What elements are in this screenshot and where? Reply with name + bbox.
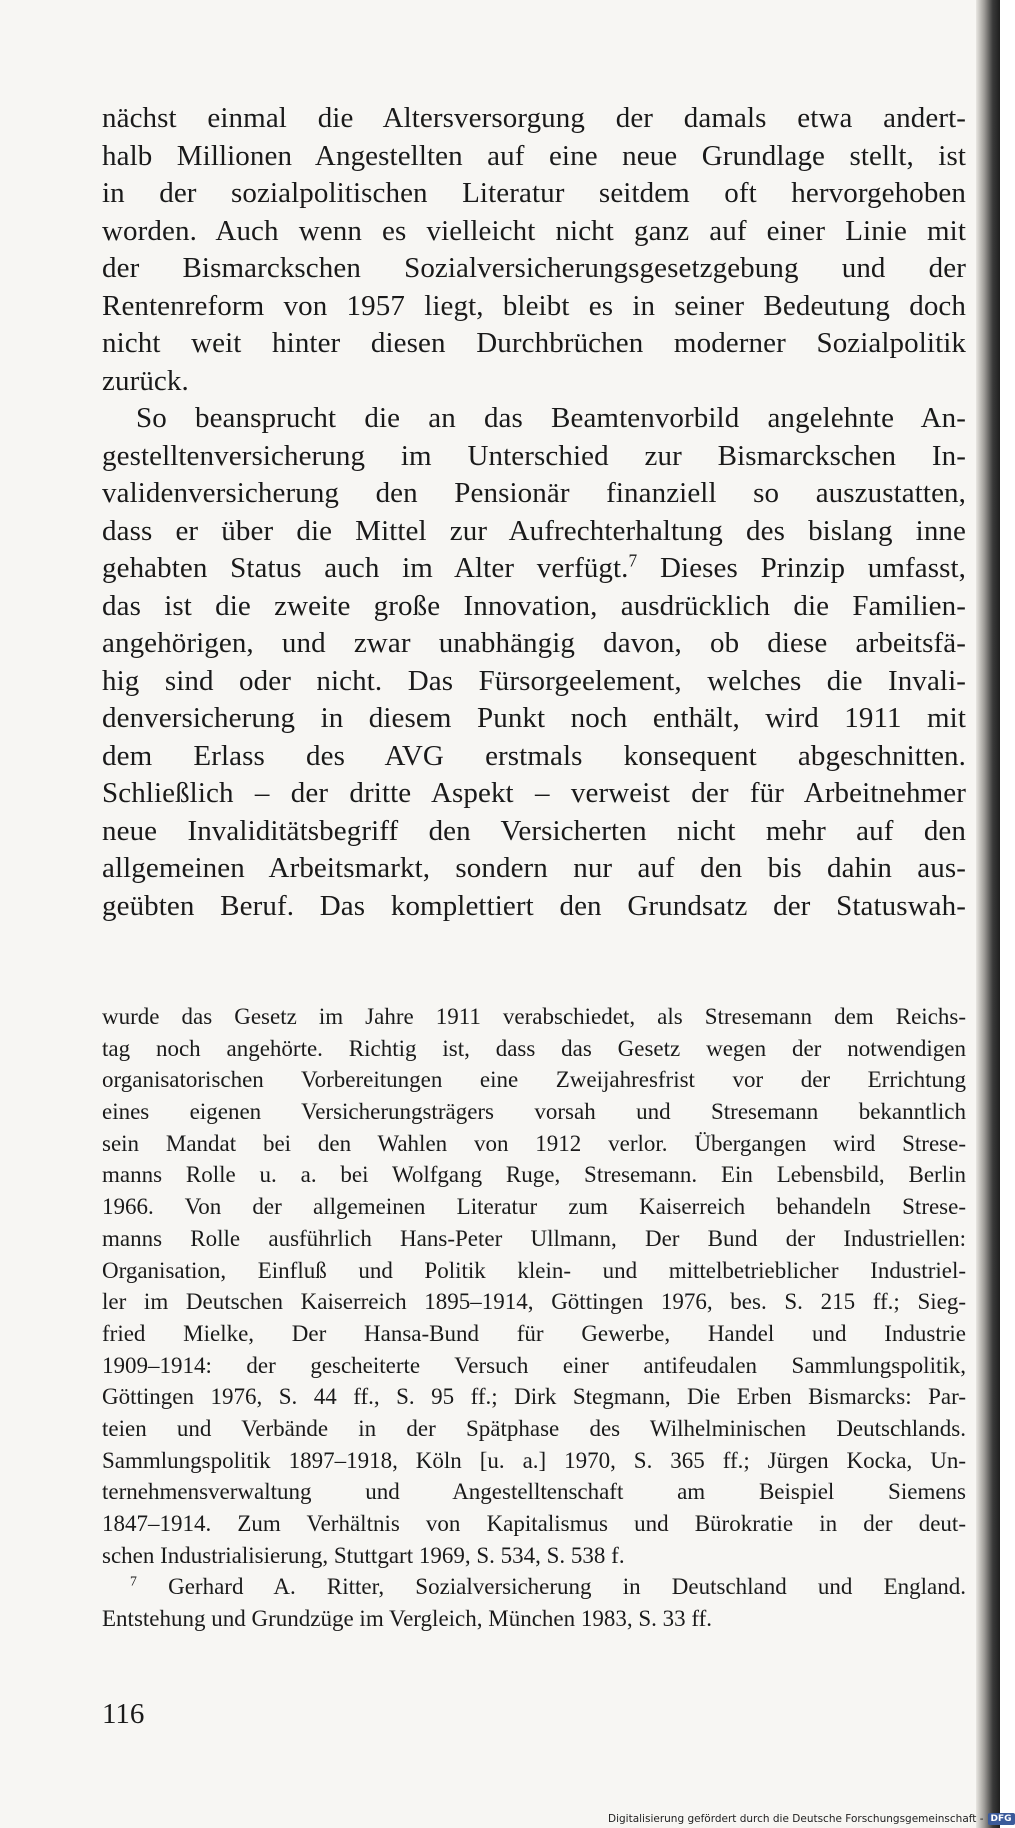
footnote-line: Sammlungspolitik 1897–1918, Köln [u. a.] 1970, S. 365 ff.; Jürgen Kocka, Un- bbox=[102, 1447, 966, 1473]
footnote-line: fried Mielke, Der Hansa-Bund für Gewerbe, Handel und Industrie bbox=[102, 1320, 966, 1346]
book-edge-shadow bbox=[976, 0, 1000, 1828]
text-line: hig sind oder nicht. Das Fürsorgeelement, welches die Invali- bbox=[102, 664, 966, 697]
text-line: geübten Beruf. Das komplettiert den Grundsatz der Statuswah- bbox=[102, 889, 966, 922]
text-line: So beansprucht die an das Beamtenvorbild angelehnte An- bbox=[136, 402, 966, 434]
footnote-ref: 7 bbox=[628, 550, 638, 571]
text-line: gestelltenversicherung im Unterschied zur Bismarckschen In- bbox=[102, 439, 966, 472]
footnote-line: ler im Deutschen Kaiserreich 1895–1914, Göttingen 1976, bes. S. 215 ff.; Sieg- bbox=[102, 1289, 966, 1315]
text-line bbox=[102, 550, 966, 588]
footnote-line: eines eigenen Versicherungsträgers vorsah und Stresemann bekanntlich bbox=[102, 1099, 966, 1125]
footer-text: Digitalisierung gefördert durch die Deutsche Forschungsgemeinschaft - bbox=[608, 1813, 984, 1825]
footnote-line: Entstehung und Grundzüge im Vergleich, München 1983, S. 33 ff. bbox=[102, 1606, 713, 1632]
footnote-line: Organisation, Einfluß und Politik klein- und mittelbetrieblicher Industriel- bbox=[102, 1257, 966, 1283]
digitization-footer bbox=[608, 1810, 1012, 1828]
text-line: denversicherung in diesem Punkt noch enthält, wird 1911 mit bbox=[102, 702, 966, 734]
text-line: nicht weit hinter diesen Durchbrüchen moderner Sozialpolitik bbox=[102, 327, 966, 359]
dfg-logo: DFG bbox=[988, 1813, 1015, 1825]
footnote-number: 7 bbox=[130, 1573, 137, 1589]
text-segment: gehabten Status auch im Alter verfügt. bbox=[102, 552, 629, 584]
text-line: nächst einmal die Altersversorgung der damals etwa andert- bbox=[102, 102, 966, 134]
text-line: das ist die zweite große Innovation, ausdrücklich die Familien- bbox=[102, 589, 966, 622]
text-line: der Bismarckschen Sozialversicherungsgesetzgebung und der bbox=[102, 252, 966, 284]
page-number: 116 bbox=[102, 1698, 145, 1730]
text-line: Schließlich – der dritte Aspekt – verweist der für Arbeitnehmer bbox=[102, 777, 966, 809]
footnote-line bbox=[102, 1571, 966, 1603]
text-line: neue Invaliditätsbegriff den Versicherten nicht mehr auf den bbox=[102, 814, 966, 847]
text-line: in der sozialpolitischen Literatur seitdem oft hervorgehoben bbox=[102, 177, 966, 209]
text-line: zurück. bbox=[102, 364, 189, 397]
main-text bbox=[102, 100, 966, 925]
text-line: angehörigen, und zwar unabhängig davon, ob diese arbeitsfä- bbox=[102, 627, 966, 659]
footnote-line: tag noch angehörte. Richtig ist, dass das Gesetz wegen der notwendigen bbox=[102, 1035, 966, 1061]
text-line: dem Erlass des AVG erstmals konsequent abgeschnitten. bbox=[102, 739, 966, 772]
footnote-line: schen Industrialisierung, Stuttgart 1969, S. 534, S. 538 f. bbox=[102, 1542, 625, 1568]
footnote-line: sein Mandat bei den Wahlen von 1912 verlor. Übergangen wird Strese- bbox=[102, 1130, 966, 1156]
text-line: allgemeinen Arbeitsmarkt, sondern nur auf den bis dahin aus- bbox=[102, 852, 966, 884]
text-segment: Dieses Prinzip umfasst, bbox=[660, 552, 966, 584]
text-line: worden. Auch wenn es vielleicht nicht ganz auf einer Linie mit bbox=[102, 214, 966, 247]
footnotes bbox=[102, 1001, 966, 1635]
footnote-line: manns Rolle ausführlich Hans-Peter Ullmann, Der Bund der Industriellen: bbox=[102, 1225, 966, 1251]
footnote-line: organisatorischen Vorbereitungen eine Zweijahresfrist vor der Errichtung bbox=[102, 1067, 966, 1093]
footnote-line: Göttingen 1976, S. 44 ff., S. 95 ff.; Dirk Stegmann, Die Erben Bismarcks: Par- bbox=[102, 1384, 966, 1410]
footnote-line: 1847–1914. Zum Verhältnis von Kapitalismus und Bürokratie in der deut- bbox=[102, 1511, 966, 1536]
footnote-line: ternehmensverwaltung und Angestelltenschaft am Beispiel Siemens bbox=[102, 1479, 966, 1505]
text-line: halb Millionen Angestellten auf eine neue Grundlage stellt, ist bbox=[102, 139, 966, 172]
footnote-line: 1909–1914: der gescheiterte Versuch einer antifeudalen Sammlungspolitik, bbox=[102, 1352, 966, 1378]
footnote-line: teien und Verbände in der Spätphase des Wilhelminischen Deutschlands. bbox=[102, 1415, 966, 1441]
text-segment: Gerhard A. Ritter, Sozialversicherung in Deutschland und England. bbox=[168, 1574, 967, 1600]
footnote-line: 1966. Von der allgemeinen Literatur zum Kaiserreich behandeln Strese- bbox=[102, 1194, 966, 1220]
text-line: Rentenreform von 1957 liegt, bleibt es in seiner Bedeutung doch bbox=[102, 289, 966, 322]
footnote-line: wurde das Gesetz im Jahre 1911 verabschiedet, als Stresemann dem Reichs- bbox=[102, 1004, 966, 1029]
text-line: dass er über die Mittel zur Aufrechterhaltung des bislang inne bbox=[102, 514, 966, 547]
text-line: validenversicherung den Pensionär finanziell so auszustatten, bbox=[102, 477, 966, 509]
footnote-line: manns Rolle u. a. bei Wolfgang Ruge, Stresemann. Ein Lebensbild, Berlin bbox=[102, 1162, 966, 1188]
